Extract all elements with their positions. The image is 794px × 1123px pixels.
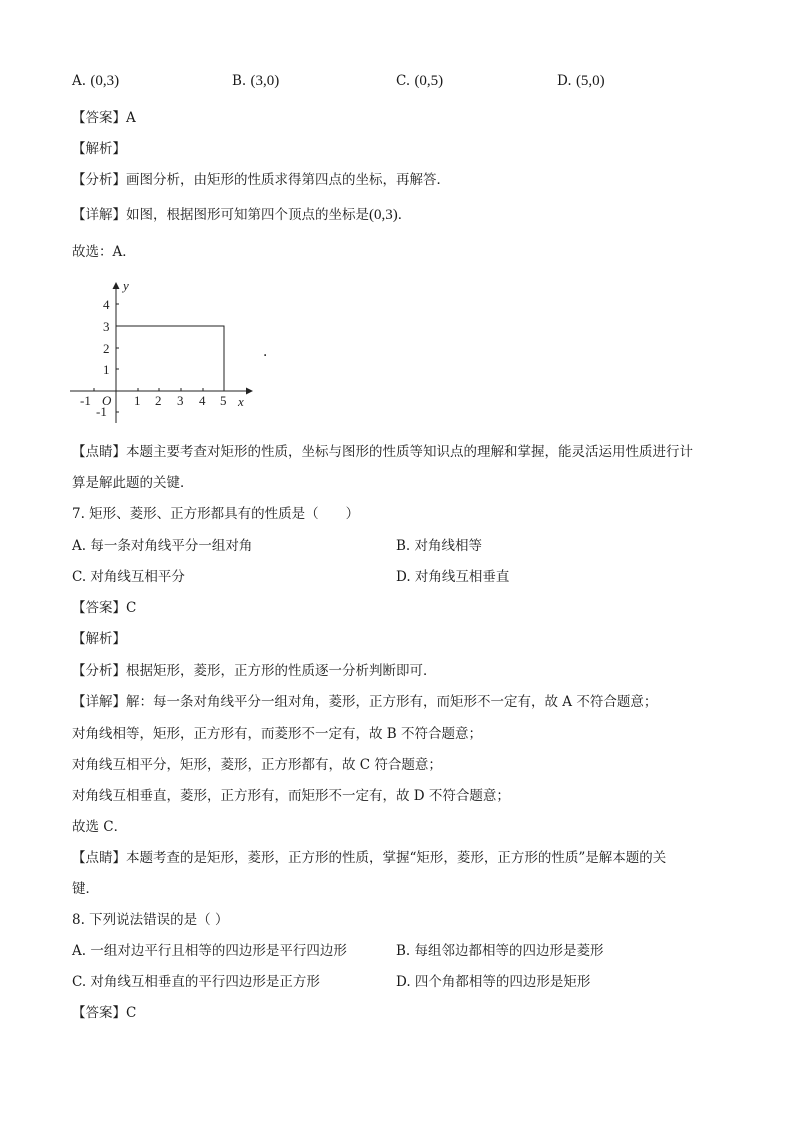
fenxi-tag: 【分析】: [72, 172, 126, 188]
option-letter: D.: [557, 73, 572, 89]
y-tick-label: -1: [96, 404, 107, 419]
xiangjie-tag: 【详解】: [72, 694, 126, 710]
q7-answer: [72, 599, 136, 617]
option-value: (3,0): [250, 73, 280, 89]
x-tick-label: 2: [155, 393, 162, 408]
q7-dianjing-2: 键．: [72, 881, 99, 897]
q8-option-c: C. 对角线互相垂直的平行四边形是正方形: [72, 974, 320, 990]
y-tick-label: 2: [103, 341, 110, 356]
q7-option-a: A. 每一条对角线平分一组对角: [72, 538, 253, 554]
q8-answer: [72, 1004, 136, 1022]
origin-label: O: [102, 393, 112, 408]
xiangjie-text: 如图，根据图形可知第四个顶点的坐标是: [126, 207, 369, 223]
q6-option-a: [72, 72, 119, 90]
q8-option-a: A. 一组对边平行且相等的四边形是平行四边形: [72, 943, 347, 959]
option-value: (0,3): [90, 73, 120, 89]
y-axis-arrow: [113, 282, 120, 289]
x-tick-label: 1: [134, 393, 141, 408]
dianjing-text: 本题考查的是矩形，菱形，正方形的性质，掌握“矩形，菱形，正方形的性质”是解本题的关: [126, 850, 667, 866]
rectangle-outline: [116, 326, 224, 391]
q7-analysis-heading: 【解析】: [72, 631, 126, 647]
x-axis-label: x: [238, 394, 244, 409]
q7-guxuan: 故选 C．: [72, 819, 128, 835]
answer-value: C: [126, 1005, 137, 1021]
xiangjie-tag: 【详解】: [72, 207, 126, 223]
analysis-tag: 【解析】: [72, 141, 126, 157]
q7-xiangjie-3: 对角线互相平分，矩形，菱形，正方形都有，故 C 符合题意；: [72, 757, 442, 773]
answer-value: C: [126, 600, 137, 616]
answer-tag: 【答案】: [72, 110, 126, 126]
guxuan-text: 故选：A．: [72, 244, 136, 260]
q6-answer: [72, 109, 136, 127]
xiangjie-end: ．: [397, 207, 412, 223]
dianjing-tag: 【点睛】: [72, 850, 126, 866]
q6-xiangjie: [72, 206, 411, 224]
dianjing-text: 本题主要考查对矩形的性质，坐标与图形的性质等知识点的理解和掌握，能灵活运用性质进行计: [126, 444, 693, 460]
q6-guxuan: [72, 243, 136, 261]
q8-option-b: B. 每组邻边都相等的四边形是菱形: [396, 943, 604, 959]
answer-value: A: [126, 110, 136, 126]
y-tick-label: 4: [103, 297, 110, 312]
q7-option-b: B. 对角线相等: [396, 538, 483, 554]
fenxi-tag: 【分析】: [72, 663, 126, 679]
y-tick-label: 3: [103, 319, 110, 334]
q7-xiangjie-4: 对角线互相垂直，菱形，正方形有，而矩形不一定有，故 D 不符合题意；: [72, 788, 510, 804]
option-letter: B.: [232, 73, 247, 89]
x-tick-label: 5: [220, 393, 227, 408]
y-axis-label: y: [123, 278, 129, 293]
xiangjie-text: 解：每一条对角线平分一组对角，菱形，正方形有，而矩形不一定有，故 A 不符合题意；: [126, 694, 658, 710]
fenxi-text: 画图分析，由矩形的性质求得第四点的坐标，再解答．: [126, 172, 450, 188]
x-tick-label: 4: [199, 393, 206, 408]
q6-analysis-heading: [72, 140, 126, 158]
option-value: (0,5): [414, 73, 444, 89]
x-tick-label: 3: [177, 393, 184, 408]
option-letter: C.: [396, 73, 411, 89]
q6-fenxi: [72, 171, 450, 189]
x-tick-label: -1: [80, 393, 91, 408]
q8-stem: 8. 下列说法错误的是（ ）: [72, 912, 229, 928]
xiangjie-coord: (0,3): [369, 207, 398, 223]
coordinate-graph: [60, 275, 260, 425]
q6-dianjing-2: [72, 474, 194, 492]
dianjing-tag: 【点睛】: [72, 444, 126, 460]
y-tick-label: 1: [103, 362, 110, 377]
answer-tag: 【答案】: [72, 1005, 126, 1021]
x-axis-arrow: [246, 388, 253, 395]
q7-option-d: D. 对角线互相垂直: [396, 569, 510, 585]
q7-xiangjie-1: [72, 693, 657, 711]
dianjing-text: 算是解此题的关键．: [72, 475, 194, 491]
q7-option-c: C. 对角线互相平分: [72, 569, 185, 585]
answer-tag: 【答案】: [72, 600, 126, 616]
q7-dianjing-1: [72, 849, 666, 867]
option-letter: A.: [72, 73, 87, 89]
q6-option-c: [396, 72, 443, 90]
q6-option-b: [232, 72, 279, 90]
q7-fenxi: [72, 662, 437, 680]
q6-dianjing-1: [72, 443, 693, 461]
fenxi-text: 根据矩形，菱形，正方形的性质逐一分析判断即可．: [126, 663, 437, 679]
q7-stem: 7. 矩形、菱形、正方形都具有的性质是（ ）: [72, 506, 360, 522]
q7-xiangjie-2: 对角线相等，矩形，正方形有，而菱形不一定有，故 B 不符合题意；: [72, 726, 483, 742]
graph-trailing-dot: .: [263, 344, 268, 360]
q6-option-d: [557, 72, 605, 90]
q8-option-d: D. 四个角都相等的四边形是矩形: [396, 974, 591, 990]
option-value: (5,0): [575, 73, 605, 89]
